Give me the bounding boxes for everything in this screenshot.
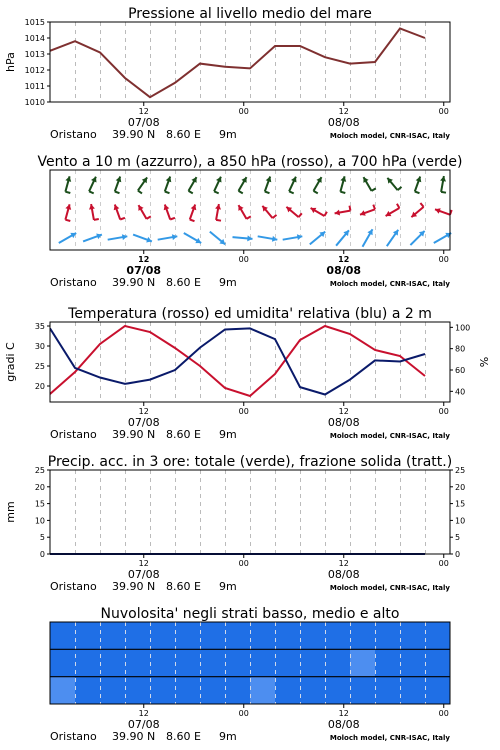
cloud-cell-medio: [350, 649, 376, 676]
x-tick-label: 00: [438, 107, 449, 116]
arrow-head: [247, 235, 252, 241]
v10m-arrow: [283, 234, 303, 240]
v700-arrow: [189, 177, 197, 193]
cloud-cell-alto: [200, 622, 226, 649]
cloud-cell-medio: [75, 649, 101, 676]
x-tick-label: 12: [338, 559, 349, 568]
x-tick-label: 12: [138, 255, 150, 264]
cloud-cell-alto: [125, 622, 151, 649]
y-tick-label-right: 100: [455, 323, 471, 333]
y-tick-label: 1010: [24, 98, 45, 107]
cloud-cell-alto: [350, 622, 376, 649]
x-tick-label: 00: [238, 559, 249, 568]
temperature-line: [50, 326, 425, 396]
v700-arrow: [115, 177, 122, 194]
y-tick-label: 30: [34, 342, 45, 351]
arrow-barb: [94, 219, 99, 220]
x-tick-label: 12: [138, 407, 149, 416]
cloud-cell-basso: [50, 677, 76, 704]
v700-arrow: [289, 177, 296, 194]
location-lat: 39.90 N: [112, 128, 156, 141]
location-elev: 9m: [219, 128, 237, 141]
y-tick-label-right: 10: [455, 516, 466, 526]
arrow-barb: [65, 220, 70, 221]
location-lon: 8.60 E: [166, 276, 201, 289]
y-tick-label: 1014: [24, 34, 45, 43]
location-lon: 8.60 E: [166, 730, 201, 743]
x-tick-label: 00: [438, 407, 449, 416]
cloud-cell-basso: [275, 677, 301, 704]
arrow-barb: [239, 191, 243, 194]
cloud-cell-medio: [325, 649, 351, 676]
v700-arrow: [363, 177, 375, 191]
cloud-cell-basso: [225, 677, 251, 704]
v850-arrow: [411, 203, 423, 217]
arrow-barb: [289, 191, 294, 193]
cloud-cell-basso: [150, 677, 176, 704]
location-name: Oristano: [50, 276, 97, 289]
cloud-cell-medio: [375, 649, 401, 676]
x-tick-label: 12: [338, 709, 349, 718]
cloud-cell-medio: [300, 649, 326, 676]
cloud-cell-basso: [250, 677, 276, 704]
cloud-cell-basso: [400, 677, 426, 704]
x-tick-label: 00: [438, 255, 449, 264]
arrow-barb: [415, 192, 420, 194]
y-tick-label-right: 25: [455, 466, 466, 475]
v10m-arrow: [184, 233, 201, 243]
v850-arrow: [286, 207, 301, 217]
v10m-arrow: [108, 234, 128, 240]
y-tick-label-right: 80: [455, 344, 466, 354]
v700-arrow: [387, 178, 401, 190]
v10m-arrow: [363, 229, 373, 246]
v10m-arrow: [158, 234, 178, 240]
v850-arrow: [164, 205, 175, 220]
model-credit: Moloch model, CNR-ISAC, Italy: [329, 280, 450, 288]
pressure-line: [50, 28, 425, 97]
location-elev: 9m: [219, 730, 237, 743]
arrow-barb: [420, 203, 423, 207]
cloud-cell-basso: [325, 677, 351, 704]
x-tick-label: 00: [238, 407, 249, 416]
y-axis-label: hPa: [4, 52, 17, 72]
arrow-barb: [190, 220, 195, 222]
arrow-barb: [138, 191, 142, 194]
location-lat: 39.90 N: [112, 276, 156, 289]
model-credit: Moloch model, CNR-ISAC, Italy: [329, 432, 450, 440]
location-name: Oristano: [50, 580, 97, 593]
chart-title: Temperatura (rosso) ed umidita' relativa (blu) a 2 m: [68, 306, 432, 322]
arrow-barb: [216, 220, 221, 221]
cloud-cell-medio: [425, 649, 451, 676]
cloud-cell-alto: [225, 622, 251, 649]
v700-arrow: [89, 177, 96, 194]
v700-arrow: [138, 177, 147, 193]
y-tick-label: 1013: [24, 50, 45, 59]
arrow-barb: [340, 192, 345, 193]
cloud-cell-alto: [250, 622, 276, 649]
cloud-cell-alto: [75, 622, 101, 649]
cloud-cell-medio: [275, 649, 301, 676]
date-label: 08/08: [327, 116, 360, 129]
location-elev: 9m: [219, 428, 237, 441]
v850-arrow: [215, 204, 221, 221]
v700-arrow: [440, 176, 446, 193]
x-tick-label: 00: [238, 255, 249, 264]
location-lat: 39.90 N: [112, 730, 156, 743]
cloud-cell-alto: [375, 622, 401, 649]
cloud-cell-alto: [275, 622, 301, 649]
arrow-barb: [120, 218, 125, 220]
v10m-arrow: [233, 235, 253, 241]
v700-arrow: [314, 177, 322, 193]
v700-arrow: [65, 176, 71, 193]
y-tick-label: 1015: [24, 18, 45, 27]
location-lon: 8.60 E: [166, 580, 201, 593]
v850-arrow: [65, 204, 71, 221]
arrow-barb: [165, 192, 170, 194]
v850-arrow: [238, 205, 250, 219]
y-tick-label-right: 20: [455, 482, 466, 492]
v850-arrow: [435, 208, 452, 215]
y-tick-label: 20: [34, 482, 45, 492]
date-label: 08/08: [327, 718, 360, 731]
pressure-chart: [4, 6, 450, 141]
y-tick-label-right: 5: [455, 533, 461, 543]
cloud-cell-medio: [100, 649, 126, 676]
v850-arrow: [311, 208, 327, 216]
y-tick-label: 25: [34, 362, 45, 371]
arrow-barb: [314, 191, 318, 194]
y-axis-label: gradi C: [4, 342, 17, 382]
v10m-arrow: [59, 233, 76, 243]
arrow-barb: [299, 213, 302, 217]
date-label: 08/08: [326, 264, 362, 277]
date-label: 07/08: [127, 568, 160, 581]
cloud-cell-basso: [425, 677, 451, 704]
cloud-cell-basso: [75, 677, 101, 704]
cloud-cover-chart: [50, 606, 451, 743]
model-credit: Moloch model, CNR-ISAC, Italy: [329, 584, 450, 592]
cloud-cell-medio: [150, 649, 176, 676]
y-tick-label: 0: [39, 550, 45, 559]
location-elev: 9m: [219, 276, 237, 289]
y-tick-label-right: 60: [455, 366, 466, 375]
arrow-barb: [350, 206, 351, 211]
v850-arrow: [335, 206, 351, 216]
cloud-cell-medio: [125, 649, 151, 676]
arrow-barb: [324, 212, 327, 216]
model-credit: Moloch model, CNR-ISAC, Italy: [329, 132, 450, 140]
y-tick-label: 15: [34, 499, 45, 509]
x-tick-label: 12: [338, 255, 350, 264]
v10m-arrow: [310, 232, 325, 245]
date-label: 07/08: [127, 718, 160, 731]
x-tick-label: 12: [138, 559, 149, 568]
arrow-barb: [372, 188, 376, 191]
date-label: 08/08: [327, 568, 360, 581]
arrow-barb: [441, 192, 446, 193]
location-lat: 39.90 N: [112, 580, 156, 593]
temperature-humidity-chart: [4, 306, 491, 441]
cloud-cell-alto: [50, 622, 76, 649]
arrow-barb: [189, 191, 193, 194]
cloud-cell-basso: [375, 677, 401, 704]
cloud-cell-medio: [50, 649, 76, 676]
arrow-barb: [273, 215, 277, 218]
model-credit: Moloch model, CNR-ISAC, Italy: [329, 734, 450, 742]
x-tick-label: 00: [238, 709, 249, 718]
location-lon: 8.60 E: [166, 428, 201, 441]
v850-arrow: [114, 205, 125, 220]
cloud-cell-alto: [400, 622, 426, 649]
date-label: 07/08: [127, 116, 160, 129]
cloud-cell-medio: [175, 649, 201, 676]
v850-arrow: [386, 204, 400, 216]
v10m-arrow: [258, 236, 278, 242]
cloud-cell-alto: [150, 622, 176, 649]
v700-arrow: [265, 177, 272, 194]
v850-arrow: [89, 204, 99, 220]
wind-chart: [37, 154, 462, 289]
v10m-arrow: [336, 230, 349, 245]
y-tick-label-right: 40: [455, 387, 466, 397]
date-label: 07/08: [126, 264, 162, 277]
v700-arrow: [415, 177, 422, 194]
x-tick-label: 12: [138, 107, 149, 116]
v700-arrow: [239, 177, 247, 193]
y-tick-label: 25: [34, 466, 45, 475]
location-name: Oristano: [50, 730, 97, 743]
cloud-cell-alto: [175, 622, 201, 649]
location-lat: 39.90 N: [112, 428, 156, 441]
v850-arrow: [360, 205, 375, 216]
cloud-cell-alto: [425, 622, 451, 649]
cloud-cell-medio: [200, 649, 226, 676]
y-tick-label: 20: [34, 382, 45, 391]
v850-arrow: [190, 205, 197, 222]
v850-arrow: [262, 206, 276, 218]
arrow-barb: [265, 192, 270, 194]
v10m-arrow: [83, 234, 102, 242]
v700-arrow: [165, 177, 172, 194]
arrow-barb: [170, 218, 175, 220]
arrow-barb: [373, 205, 375, 210]
v700-arrow: [340, 176, 346, 193]
y-tick-label: 5: [39, 533, 45, 543]
v10m-arrow: [434, 233, 451, 243]
cloud-cell-alto: [300, 622, 326, 649]
y-tick-label-right: 0: [455, 550, 461, 559]
v850-arrow: [138, 205, 150, 219]
arrow-barb: [89, 191, 94, 193]
v10m-arrow: [410, 231, 424, 245]
chart-title: Pressione al livello medio del mare: [128, 6, 372, 22]
x-tick-label: 12: [138, 709, 149, 718]
y-tick-label: 1011: [24, 82, 45, 91]
arrow-barb: [65, 192, 70, 193]
v10m-arrow: [133, 235, 152, 243]
location-elev: 9m: [219, 580, 237, 593]
y-tick-label-right: 15: [455, 499, 466, 509]
v700-arrow: [214, 177, 221, 194]
cloud-cell-alto: [100, 622, 126, 649]
y-axis-label-right: %: [478, 356, 491, 368]
location-name: Oristano: [50, 428, 97, 441]
arrow-barb: [214, 191, 219, 193]
arrow-barb: [397, 204, 400, 208]
chart-title: Precip. acc. in 3 ore: totale (verde), frazione solida (tratt.): [47, 454, 453, 470]
cloud-cell-medio: [400, 649, 426, 676]
date-label: 08/08: [327, 416, 360, 429]
y-tick-label: 35: [34, 322, 45, 331]
cloud-cell-basso: [175, 677, 201, 704]
y-axis-label: mm: [4, 501, 17, 523]
cloud-cell-basso: [200, 677, 226, 704]
v10m-arrow: [210, 232, 225, 245]
x-tick-label: 12: [338, 107, 349, 116]
arrow-barb: [115, 192, 120, 194]
chart-title: Vento a 10 m (azzurro), a 850 hPa (rosso), a 700 hPa (verde): [37, 154, 463, 170]
x-tick-label: 12: [338, 407, 349, 416]
series-group: [50, 326, 425, 396]
location-lon: 8.60 E: [166, 128, 201, 141]
y-tick-label: 1012: [24, 66, 45, 75]
cloud-cell-basso: [300, 677, 326, 704]
x-tick-label: 00: [238, 107, 249, 116]
y-tick-label: 10: [34, 516, 45, 526]
x-tick-label: 00: [438, 559, 449, 568]
cloud-cell-basso: [100, 677, 126, 704]
date-label: 07/08: [127, 416, 160, 429]
chart-title: Nuvolosita' negli strati basso, medio e alto: [100, 606, 400, 622]
cloud-cell-basso: [350, 677, 376, 704]
cloud-cell-basso: [125, 677, 151, 704]
cloud-cell-alto: [325, 622, 351, 649]
cloud-cell-medio: [225, 649, 251, 676]
location-name: Oristano: [50, 128, 97, 141]
precipitation-chart: [4, 454, 465, 593]
v10m-arrow: [387, 230, 398, 246]
x-tick-label: 00: [438, 709, 449, 718]
cloud-cell-medio: [250, 649, 276, 676]
